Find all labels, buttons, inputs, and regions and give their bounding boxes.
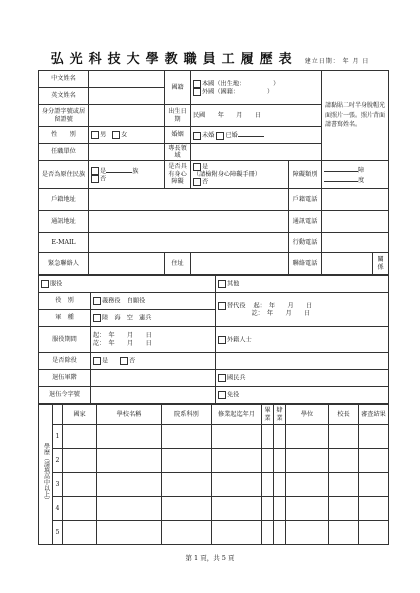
education-table [38, 404, 389, 545]
emergency-name-field[interactable] [89, 253, 165, 275]
checkbox[interactable] [93, 314, 101, 322]
page-footer: 第 1 頁，共 5 頁 [185, 554, 235, 562]
form-sheet [38, 70, 388, 545]
other-option: 其他 [216, 276, 389, 293]
form-title [0, 48, 420, 67]
disability-type-label: 障礙類別 [289, 161, 322, 189]
retired-options: 是 否 [91, 353, 216, 370]
nat-local-option[interactable]: 本國（出生地： ） [193, 80, 319, 88]
basic-info-table [38, 70, 389, 275]
checkbox[interactable] [193, 88, 201, 96]
row-number: 5 [53, 521, 63, 545]
mail-addr-label: 通訊地址 [39, 211, 89, 233]
single-label: 未婚 [202, 132, 215, 140]
service-options[interactable]: 陸 海 空 憲兵 [91, 310, 216, 327]
edu-col-graduated: 畢業 [262, 405, 274, 425]
table-row [39, 449, 389, 473]
date-label: 建立日期： 年 月 日 [304, 58, 370, 65]
checkbox[interactable] [193, 80, 201, 88]
emergency-label: 緊急聯絡人 [39, 253, 89, 275]
english-name-label: 英文姓名 [39, 88, 89, 105]
gender-label: 性 別 [39, 127, 89, 144]
service-label: 軍 種 [39, 310, 91, 327]
checkbox[interactable] [193, 178, 201, 186]
alt-to[interactable]: 訖： 年 月 日 [251, 309, 311, 317]
branch-label: 役 別 [39, 293, 91, 310]
alt-from[interactable]: 起： 年 月 日 [253, 302, 313, 310]
alt-service-cell: 替代役 起： 年 月 日 訖： 年 月 日 [216, 293, 389, 327]
mail-addr-field[interactable] [89, 211, 289, 233]
mobile-field[interactable] [322, 233, 389, 253]
table-row [39, 473, 389, 497]
chinese-name-label: 中文姓名 [39, 71, 89, 88]
mail-tel-label: 通訊電話 [289, 211, 322, 233]
checkbox[interactable] [218, 280, 226, 288]
military-table [38, 275, 389, 404]
chinese-name-field[interactable] [89, 71, 165, 88]
marital-options [191, 127, 322, 144]
checkbox[interactable] [41, 280, 49, 288]
org-field[interactable] [89, 144, 165, 161]
aboriginal-options: 是 族 否 [89, 161, 165, 189]
checkbox[interactable] [112, 131, 120, 139]
checkbox[interactable] [218, 391, 226, 399]
edu-col-review: 審查結果 [359, 405, 389, 425]
aboriginal-label: 是否為原住民族 [39, 161, 89, 189]
table-row [39, 497, 389, 521]
row-number: 3 [53, 473, 63, 497]
checkbox[interactable] [91, 167, 99, 175]
email-label: E-MAIL [39, 233, 89, 253]
discharge-field[interactable] [91, 370, 216, 387]
checkbox[interactable] [216, 132, 224, 140]
checkbox[interactable] [93, 297, 101, 305]
conscript-option: 國民兵 [216, 370, 389, 387]
table-row [39, 521, 389, 545]
doc-no-label: 退伍令字號 [39, 387, 91, 404]
mobile-label: 行動電話 [289, 233, 322, 253]
page-title: 弘光科技大學教職員工履歷表 [50, 52, 298, 67]
disabled-options: 是 （請檢附身心障礙手冊） 否 [191, 161, 289, 189]
education-side-label: 學歷（請填高中以上） [39, 405, 53, 545]
id-label: 身分證字號或居留證號 [39, 105, 89, 127]
gender-options [89, 127, 165, 144]
specialty-field[interactable] [191, 144, 322, 161]
male-label: 男 [100, 131, 107, 139]
married-label: 已婚 [225, 132, 238, 140]
household-tel-field[interactable] [322, 189, 389, 211]
edu-col-period: 修業起迄年月 [212, 405, 262, 425]
nat-foreign-option[interactable]: 外國（國籍： ） [193, 88, 319, 96]
specialty-label: 專長領域 [165, 144, 191, 161]
checkbox[interactable] [218, 374, 226, 382]
emg-addr-field[interactable] [191, 253, 289, 275]
period-label: 服役期間 [39, 327, 91, 353]
row-number: 4 [53, 497, 63, 521]
checkbox[interactable] [193, 163, 201, 171]
checkbox[interactable] [218, 302, 226, 310]
english-name-field[interactable] [89, 88, 165, 105]
disability-type-field[interactable]: 障 度 [322, 161, 389, 189]
edu-col-dept: 院系科別 [162, 405, 212, 425]
birth-label: 出生日期 [165, 105, 191, 127]
foreigner-option: 外籍人士 [216, 327, 389, 353]
emg-addr-label: 住址 [165, 253, 191, 275]
marital-label: 婚姻 [165, 127, 191, 144]
checkbox[interactable] [91, 175, 99, 183]
retired-label: 是否除役 [39, 353, 91, 370]
emg-tel-label: 聯絡電話 [289, 253, 322, 275]
edu-col-degree: 學位 [286, 405, 329, 425]
branch-options[interactable]: 義務役 自願役 [91, 293, 216, 310]
nationality-options [191, 71, 322, 105]
household-addr-field[interactable] [89, 189, 289, 211]
mail-tel-field[interactable] [322, 211, 389, 233]
checkbox[interactable] [218, 336, 226, 344]
row-number: 2 [53, 449, 63, 473]
checkbox[interactable] [120, 357, 128, 365]
checkbox[interactable] [93, 357, 101, 365]
household-addr-label: 戶籍地址 [39, 189, 89, 211]
table-row [39, 425, 389, 449]
period-field[interactable]: 起： 年 月 日 訖： 年 月 日 [91, 327, 216, 353]
exempt-option: 免役 [216, 387, 389, 404]
org-label: 任職單位 [39, 144, 89, 161]
checkbox[interactable] [193, 132, 201, 140]
edu-col-principal: 校長 [329, 405, 359, 425]
checkbox[interactable] [91, 131, 99, 139]
served-option: 服役 [39, 276, 216, 293]
discharge-label: 退伍軍階 [39, 370, 91, 387]
edu-col-incomplete: 肄業 [274, 405, 286, 425]
emg-rel-label: 關係 [373, 253, 389, 275]
photo-box[interactable]: 請黏貼二吋半身脫帽光面照片一張。照片背面請書寫姓名。 [322, 71, 389, 161]
emg-tel-field[interactable] [322, 253, 373, 275]
female-label: 女 [121, 131, 128, 139]
id-field[interactable] [89, 105, 165, 127]
doc-no-field[interactable] [91, 387, 216, 404]
email-field[interactable] [89, 233, 289, 253]
edu-col-country: 國家 [63, 405, 97, 425]
disabled-label: 是否具有身心障礙 [165, 161, 191, 189]
household-tel-label: 戶籍電話 [289, 189, 322, 211]
birth-field[interactable]: 民國 年 月 日 [191, 105, 322, 127]
row-number: 1 [53, 425, 63, 449]
edu-col-school: 學校名稱 [97, 405, 162, 425]
nationality-label: 國籍 [165, 71, 191, 105]
